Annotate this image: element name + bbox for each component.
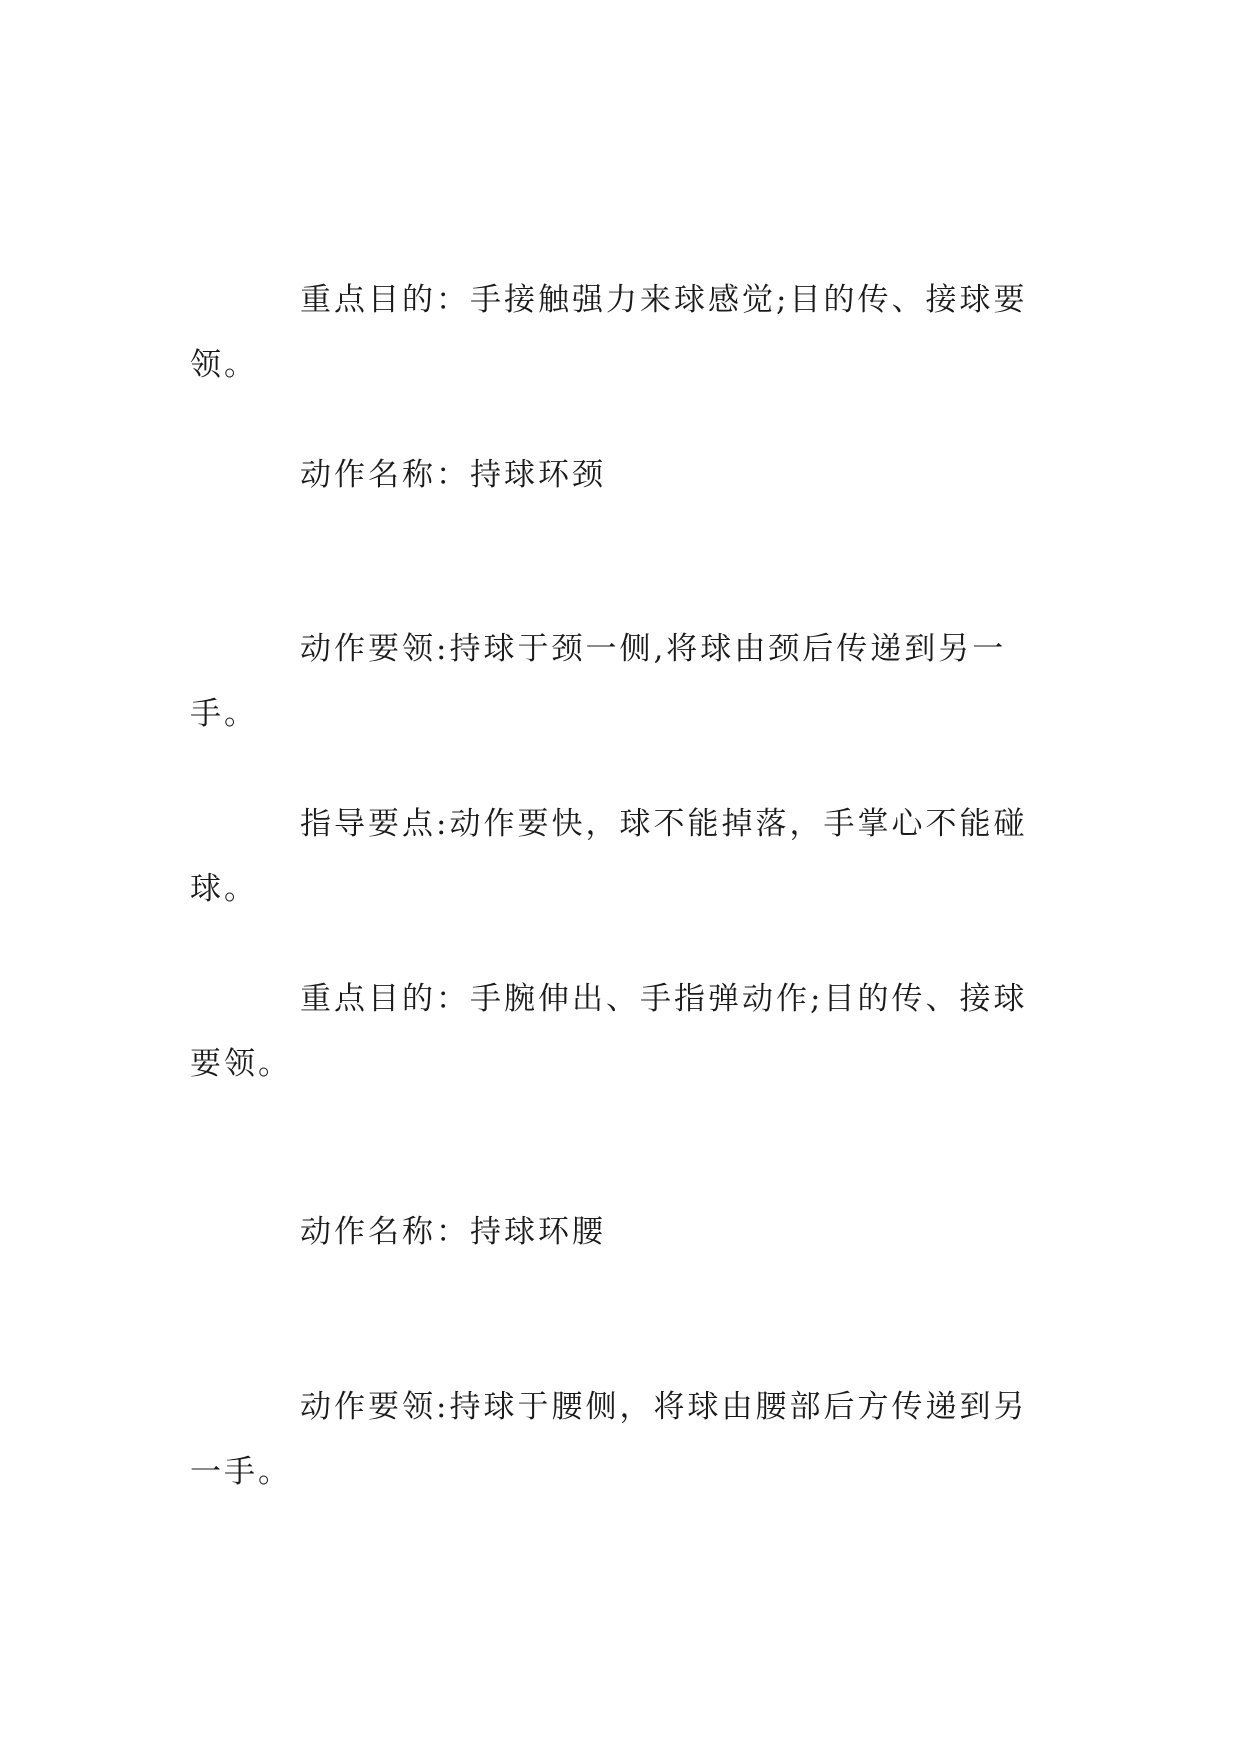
paragraph-action-essentials-2: 动作要领:持球于腰侧，将球由腰部后方传递到另一手。 [190, 1389, 1028, 1490]
paragraph-action-name-2: 动作名称：持球环腰 [300, 1214, 606, 1250]
paragraph-action-essentials-1: 动作要领:持球于颈一侧,将球由颈后传递到另一手。 [190, 631, 1007, 732]
paragraph-guidance-points-1: 指导要点:动作要快，球不能掉落，手掌心不能碰球。 [190, 806, 1028, 907]
paragraph-key-purpose-2: 重点目的：手腕伸出、手指弹动作;目的传、接球要领。 [190, 981, 1028, 1082]
paragraph-key-purpose-1: 重点目的：手接触强力来球感觉;目的传、接球要领。 [190, 282, 1028, 383]
paragraph-action-name-1: 动作名称：持球环颈 [300, 457, 606, 493]
